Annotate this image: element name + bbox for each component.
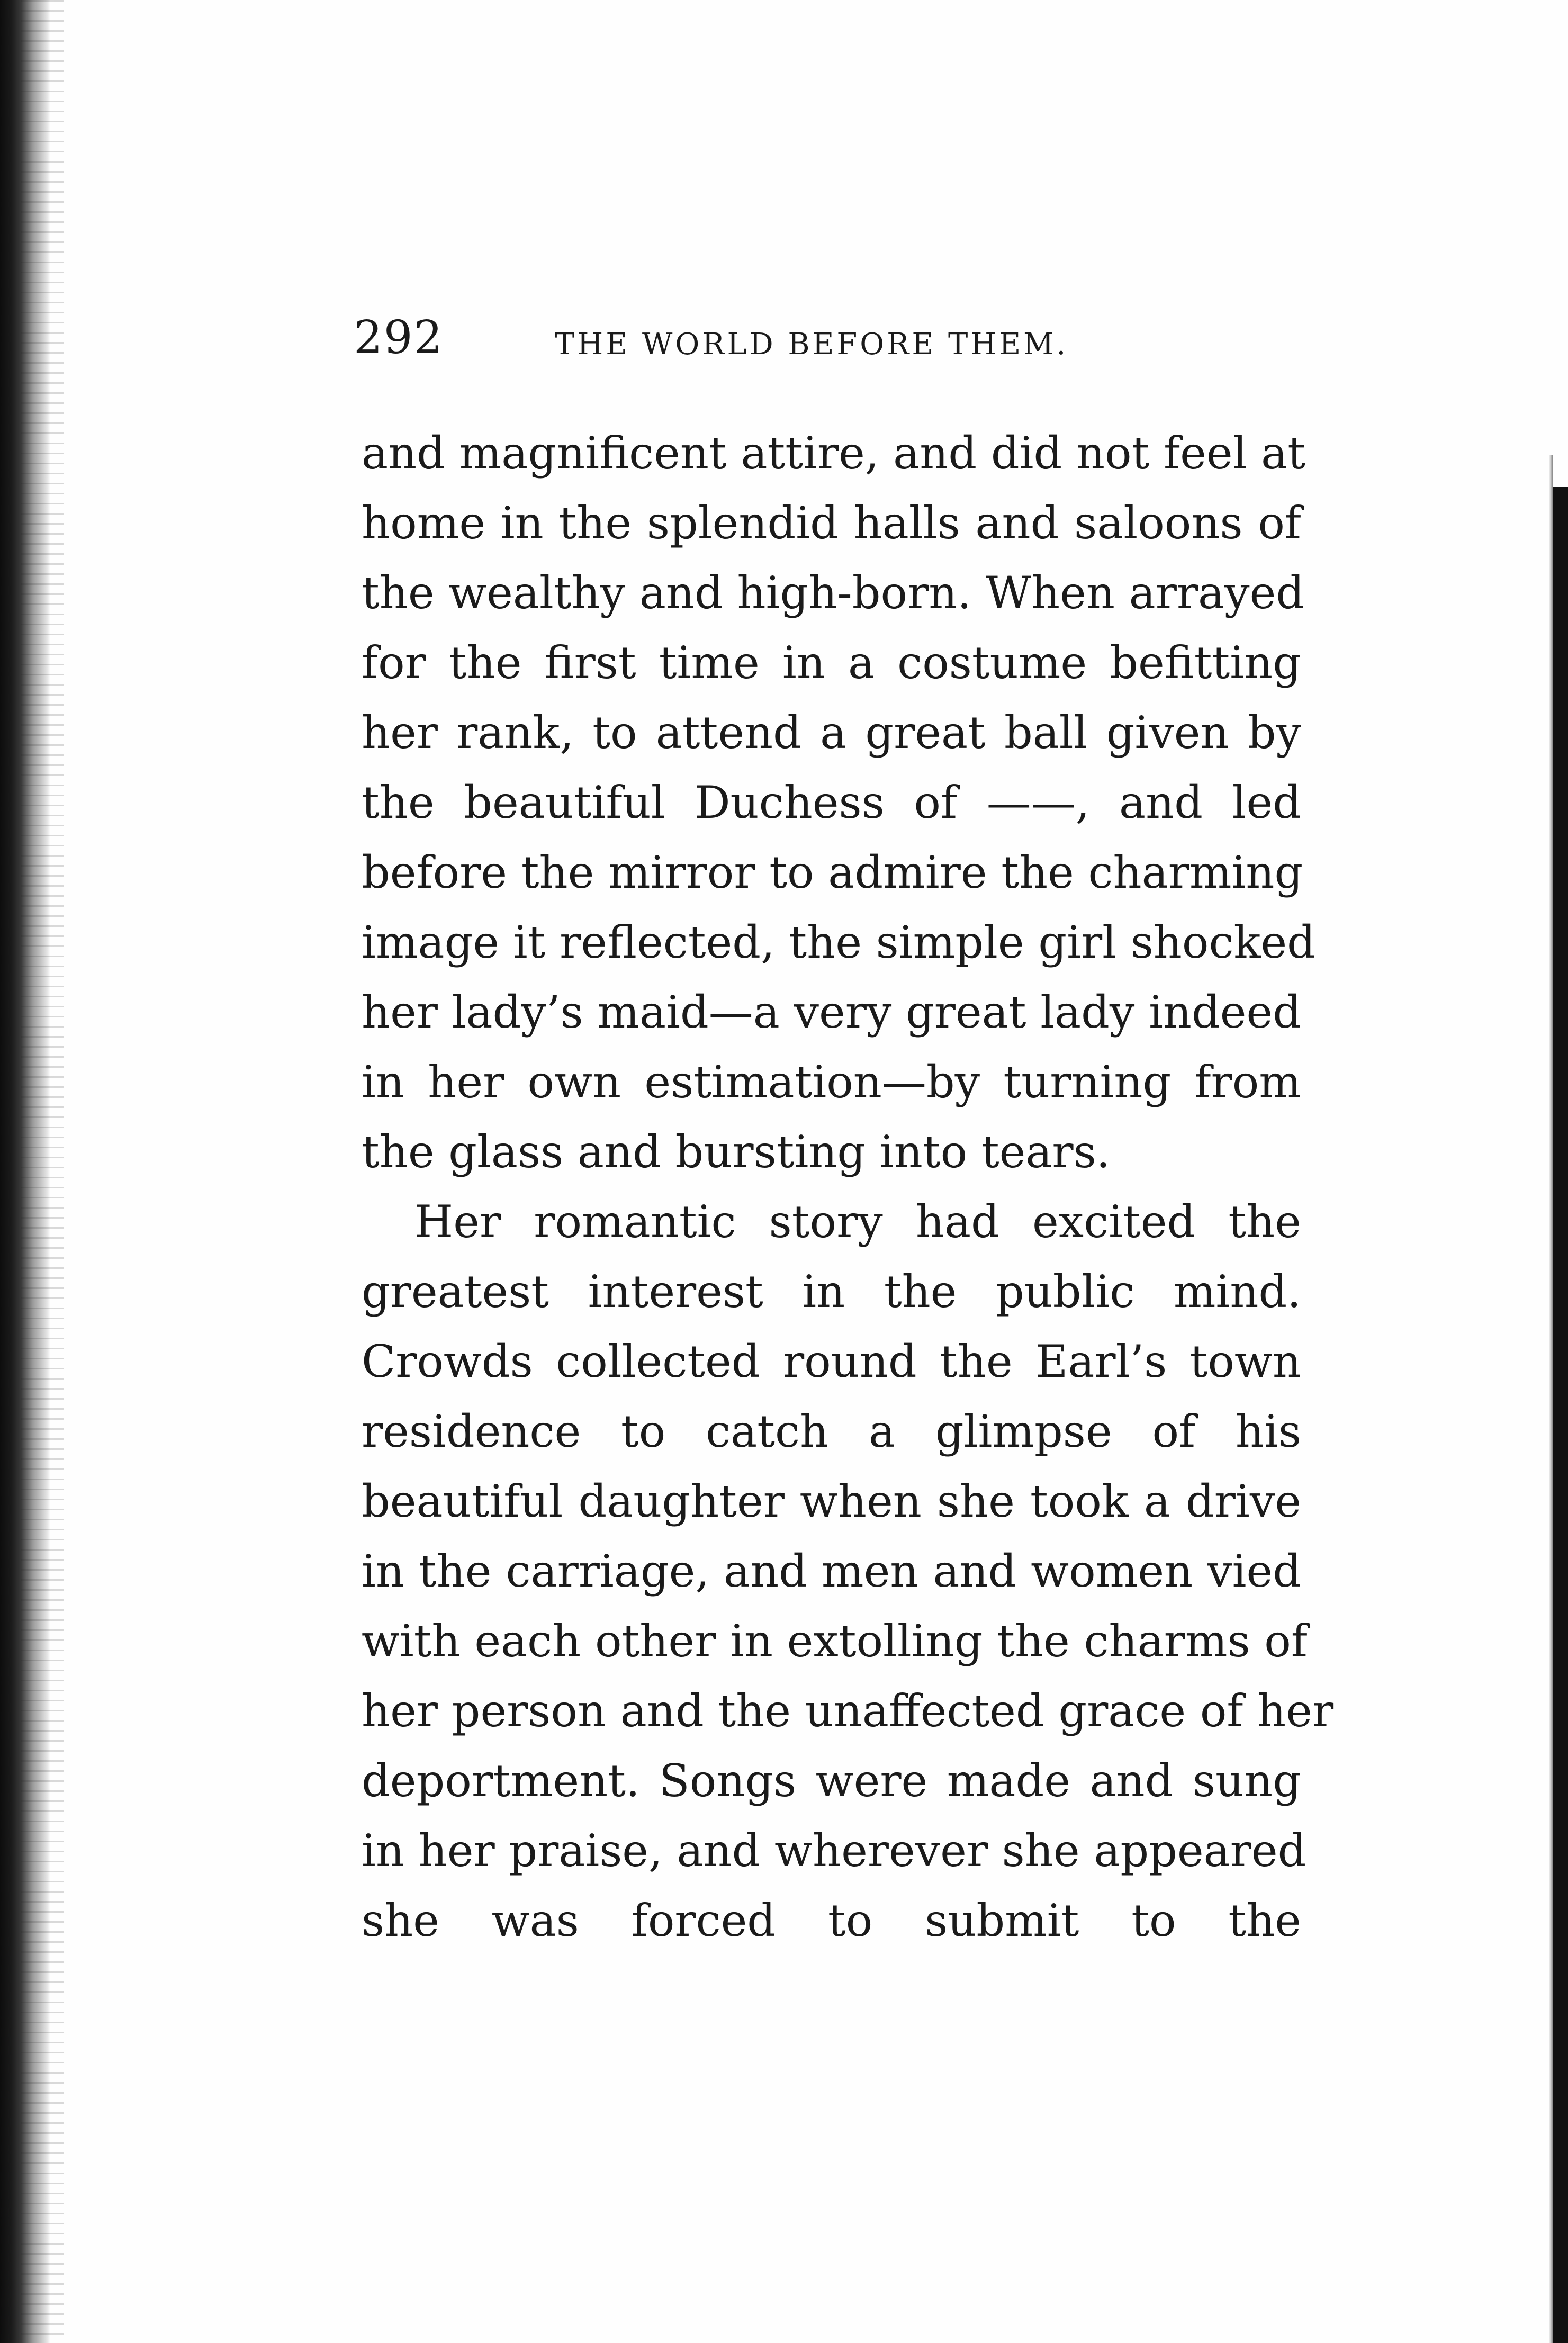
page-edge-right-shadow [1549,455,1553,2343]
text-line: in her praise, and wherever she appeared [362,1825,1306,1877]
text-line: image it reflected, the simple girl shocked [362,916,1315,968]
text-line: residence to catch a glimpse of his [362,1405,1301,1457]
text-line: deportment. Songs were made and sung [362,1755,1301,1807]
text-line: before the mirror to admire the charming [362,846,1303,898]
text-line: her lady’s maid—a very great lady indeed [362,986,1301,1038]
text-line: with each other in extolling the charms of [362,1615,1308,1667]
text-line: in her own estimation—by turning from [362,1056,1301,1108]
text-line: beautiful daughter when she took a drive [362,1475,1301,1527]
text-line: for the first time in a costume befitting [362,637,1301,689]
page-header [354,311,1306,380]
text-line: and magnificent attire, and did not feel at [362,427,1305,479]
page-number: 292 [354,311,444,364]
text-line: Her romantic story had excited the [414,1196,1301,1248]
text-line: her person and the unaffected grace of her [362,1685,1334,1737]
text-line: she was forced to submit to the [362,1895,1301,1947]
text-line: her rank, to attend a great ball given by [362,707,1301,759]
text-line: the wealthy and high-born. When arrayed [362,567,1305,619]
text-line: greatest interest in the public mind. [362,1266,1301,1318]
page-edge-right [1553,487,1568,2343]
text-line: home in the splendid halls and saloons of [362,497,1301,549]
text-line: in the carriage, and men and women vied [362,1545,1301,1597]
binding-edge-texture [21,0,64,2343]
body-text [362,418,1334,1955]
text-line: the beautiful Duchess of ——, and led [362,777,1301,828]
text-line: Crowds collected round the Earl’s town [362,1336,1301,1387]
running-head: THE WORLD BEFORE THEM. [555,327,1069,362]
text-line: the glass and bursting into tears. [362,1126,1111,1178]
